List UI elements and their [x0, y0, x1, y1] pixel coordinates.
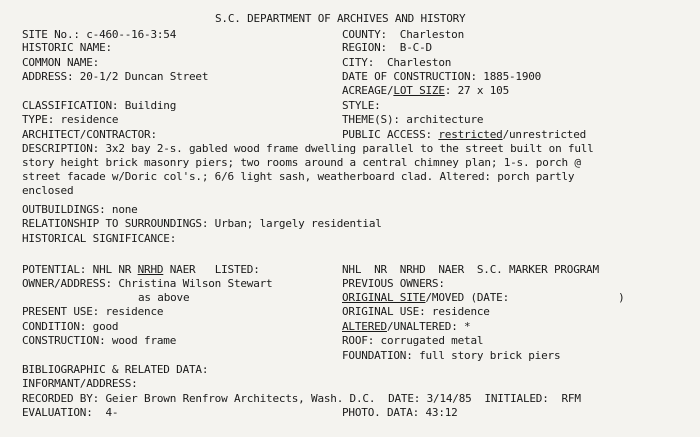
- potential-label: POTENTIAL: NHL NR: [22, 263, 138, 276]
- description-line: story height brick masonry piers; two rooms around a central chimney plan; 1-s. porch @: [22, 156, 581, 169]
- description-line: street facade w/Doric col's.; 6/6 light sash, weatherboard clad. Altered: porch partly: [22, 170, 575, 183]
- altered: [342, 320, 470, 333]
- relationship-to-surroundings: RELATIONSHIP TO SURROUNDINGS: Urban; largely residential: [22, 217, 382, 230]
- previous-owners: PREVIOUS OWNERS:: [342, 277, 445, 290]
- condition: CONDITION: good: [22, 320, 119, 333]
- site-number: SITE No.: c-460--16-3:54: [22, 28, 177, 41]
- lot-size-label: LOT SIZE: [393, 84, 445, 97]
- public-access-label: PUBLIC ACCESS:: [342, 128, 439, 141]
- evaluation: EVALUATION: 4-: [22, 406, 119, 419]
- common-name: COMMON NAME:: [22, 56, 100, 69]
- description-line: DESCRIPTION: 3x2 bay 2-s. gabled wood frame dwelling parallel to the street built on full: [22, 142, 594, 155]
- county: COUNTY: Charleston: [342, 28, 465, 41]
- potential-nrhd: NRHD: [137, 263, 164, 276]
- informant-address: INFORMANT/ADDRESS:: [22, 377, 138, 390]
- unaltered-label: /UNALTERED: *: [386, 320, 471, 333]
- altered-label: ALTERED: [342, 320, 387, 333]
- historic-name: HISTORIC NAME:: [22, 41, 112, 54]
- foundation: FOUNDATION: full story brick piers: [342, 349, 561, 362]
- present-use: PRESENT USE: residence: [22, 305, 164, 318]
- bibliographic-data: BIBLIOGRAPHIC & RELATED DATA:: [22, 363, 209, 376]
- historical-significance: HISTORICAL SIGNIFICANCE:: [22, 232, 177, 245]
- region: REGION: B-C-D: [342, 41, 432, 54]
- potential: [22, 263, 260, 276]
- original-site: [342, 291, 625, 304]
- listed-programs: NHL NR NRHD NAER S.C. MARKER PROGRAM: [342, 263, 599, 276]
- original-use: ORIGINAL USE: residence: [342, 305, 490, 318]
- outbuildings: OUTBUILDINGS: none: [22, 203, 138, 216]
- public-access-restricted: restricted: [438, 128, 503, 141]
- lot-size-value: : 27 x 105: [444, 84, 510, 97]
- date-of-construction: DATE OF CONSTRUCTION: 1885-1900: [342, 70, 542, 83]
- style: STYLE:: [342, 99, 381, 112]
- owner-address: OWNER/ADDRESS: Christina Wilson Stewart: [22, 277, 273, 290]
- form-title: S.C. DEPARTMENT OF ARCHIVES AND HISTORY: [215, 12, 466, 25]
- acreage-label: ACREAGE/: [342, 84, 394, 97]
- address: ADDRESS: 20-1/2 Duncan Street: [22, 70, 209, 83]
- roof: ROOF: corrugated metal: [342, 334, 484, 347]
- classification: CLASSIFICATION: Building: [22, 99, 177, 112]
- city: CITY: Charleston: [342, 56, 452, 69]
- public-access-unrestricted: /unrestricted: [502, 128, 587, 141]
- acreage-lot-size: [342, 84, 509, 97]
- original-site-label: ORIGINAL SITE: [342, 291, 426, 304]
- description-line: enclosed: [22, 184, 74, 197]
- architect-contractor: ARCHITECT/CONTRACTOR:: [22, 128, 157, 141]
- moved-date: /MOVED (DATE: ): [425, 291, 625, 304]
- recorded-by: RECORDED BY: Geier Brown Renfrow Architects, Wash. D.C. DATE: 3/14/85 INITIALED: RFM: [22, 392, 581, 405]
- potential-naer-listed: NAER LISTED:: [163, 263, 260, 276]
- owner-address-cont: as above: [138, 291, 190, 304]
- photo-data: PHOTO. DATA: 43:12: [342, 406, 458, 419]
- construction: CONSTRUCTION: wood frame: [22, 334, 177, 347]
- type: TYPE: residence: [22, 113, 119, 126]
- public-access: [342, 128, 586, 141]
- themes: THEME(S): architecture: [342, 113, 484, 126]
